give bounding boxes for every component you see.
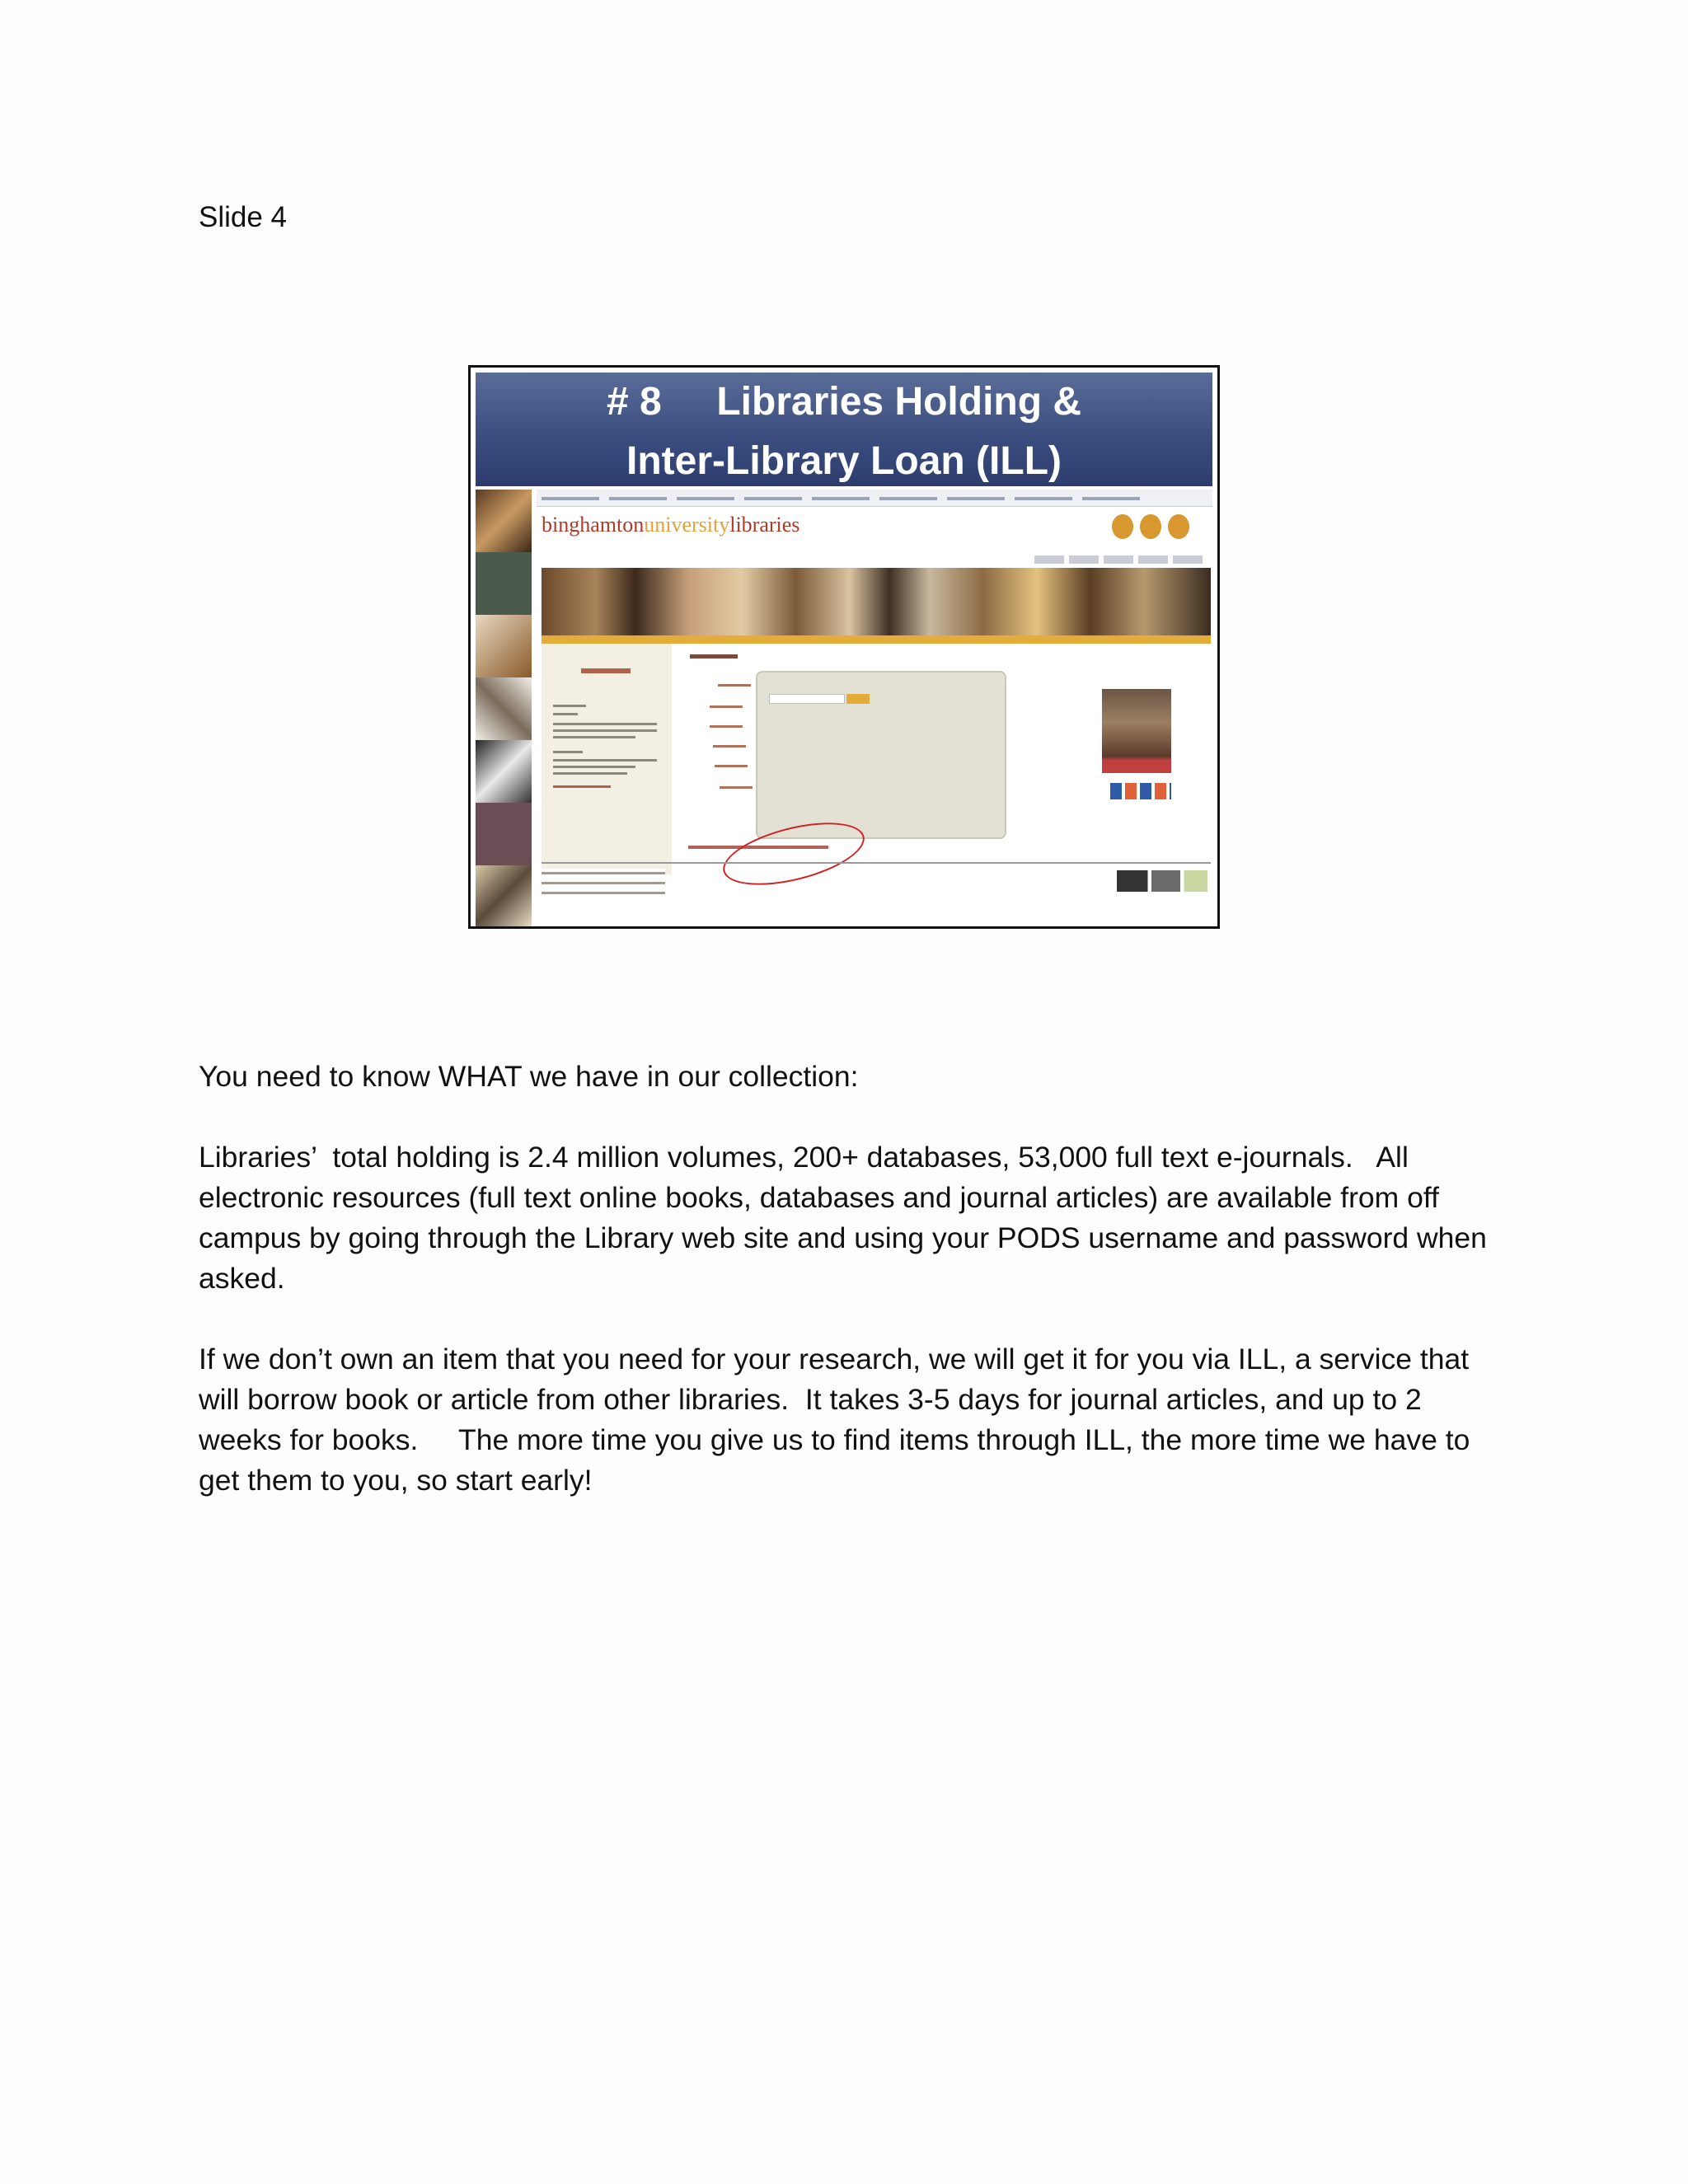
slide-label: Slide 4 — [199, 201, 288, 233]
site-badges — [1105, 514, 1204, 542]
decorative-photo-strip — [476, 490, 532, 926]
site-banner-image — [542, 568, 1211, 635]
site-footer — [542, 869, 665, 902]
slide-title — [476, 373, 1212, 486]
slide-title-line-1: # 8 Libraries Holding & — [606, 380, 1082, 424]
slide-title-line-2: Inter-Library Loan (ILL) — [626, 439, 1062, 483]
slide-thumbnail — [468, 365, 1220, 929]
creative-commons-badges — [1117, 870, 1207, 892]
search-input — [769, 694, 845, 704]
search-go-button — [846, 694, 870, 704]
bartle-library-image — [1102, 689, 1171, 773]
browser-bookmarks-bar — [537, 490, 1212, 507]
search-find-heading — [690, 654, 738, 658]
site-nav-tabs — [1034, 555, 1207, 564]
notes-paragraph-2: Libraries’ total holding is 2.4 million volumes, 200+ databases, 53,000 full text e-journals. All electronic resources (full text online books, databases and journal articles) are available from off campus by going through the Library web site and using your PODS username and password when asked. — [199, 1141, 1495, 1295]
notes-paragraph-1: You need to know WHAT we have in our collection: — [199, 1060, 859, 1093]
notes-paragraph-3: If we don’t own an item that you need for your research, we will get it for you via ILL, a service that will borrow book or article from other libraries. It takes 3-5 days for journal articles, and up to 2 weeks for books. The more time you give us to find items through ILL, the more time we have to get them to you, so start early! — [199, 1343, 1479, 1497]
news-events-column — [542, 644, 672, 874]
site-logo: binghamtonuniversitylibraries — [542, 513, 800, 537]
library-website-screenshot — [537, 490, 1212, 926]
social-icons — [1110, 783, 1171, 799]
speaker-notes — [199, 1057, 1501, 1541]
site-gold-bar — [542, 635, 1211, 644]
footer-divider — [542, 862, 1211, 864]
